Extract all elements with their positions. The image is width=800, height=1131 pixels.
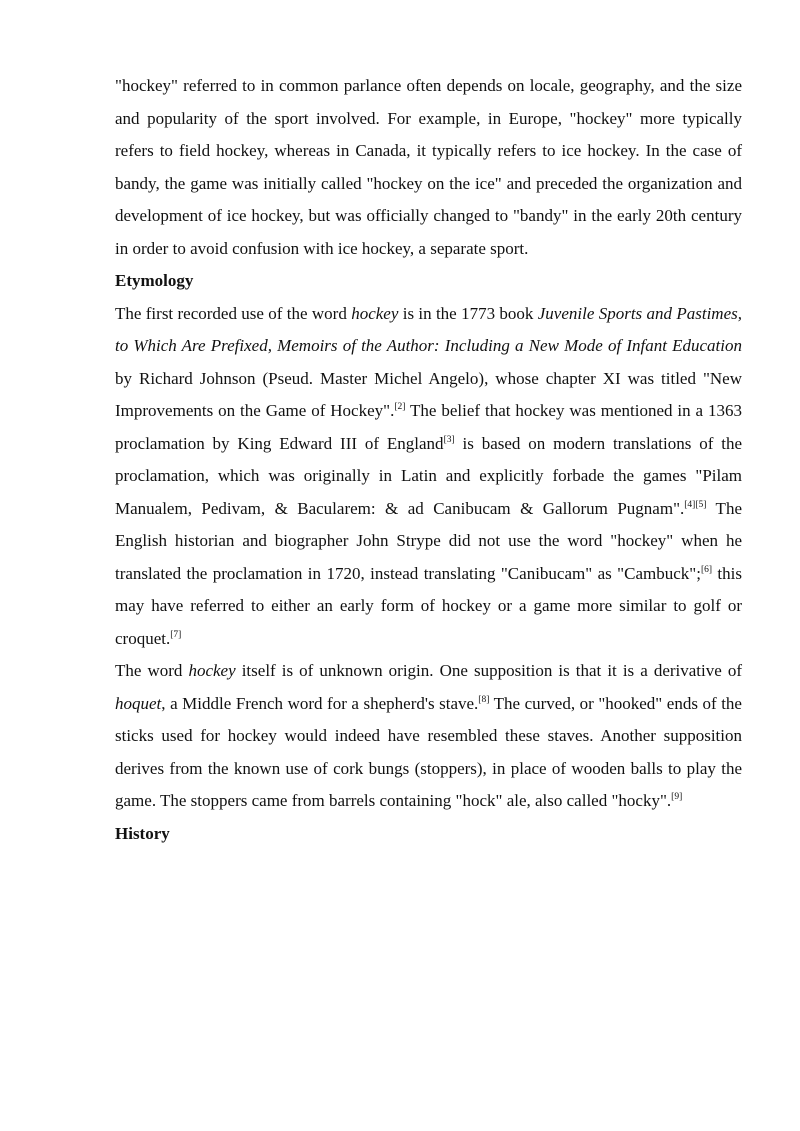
reference-link-7[interactable]: [7] [170, 629, 182, 640]
reference-link-8[interactable]: [8] [478, 694, 490, 705]
reference-link-2[interactable]: [2] [394, 402, 406, 412]
reference-link-5[interactable]: [5] [695, 499, 707, 510]
italic-term: hoquet [115, 693, 162, 713]
text-run: is based on modern translations of the proclamation, which was originally in Latin and explicitly forbade the games "Pilam Manualem, Pedivam, & Bacularem: & ad Canibucam & Gallorum Pugnam". [115, 433, 742, 518]
italic-term: hockey [188, 661, 236, 680]
reference-link-9[interactable]: [9] [671, 792, 683, 802]
text-run: this may have referred to either an early form of hockey or a game more similar to golf or croquet. [115, 563, 742, 648]
intro-text: "hockey" referred to in common parlance often depends on locale, geography, and the size and popularity of the sport involved. For example, in Europe, "hockey" more typically refers to field hockey, whereas in Canada, it typically refers to ice hockey. In the case of bandy, the game was initially called "hockey on the ice" and preceded the organization and development of ice hockey, but was officially changed to "bandy" in the early 20th century in order to avoid confusion with ice hockey, a separate sport. [115, 76, 742, 258]
intro-paragraph [115, 70, 742, 265]
section-heading-etymology: Etymology [115, 271, 194, 290]
text-run: The English historian and biographer John Strype did not use the word "hockey" when he translated the proclamation in 1720, instead translating "Canibucam" as "Cambuck"; [115, 498, 742, 583]
reference-link-4[interactable]: [4] [684, 499, 696, 510]
reference-link-3[interactable]: [3] [443, 434, 455, 445]
text-run: The belief that hockey was mentioned in a 1363 proclamation by King Edward III of England [115, 401, 742, 453]
book-title: Juvenile Sports and Pastimes, to Which Are Prefixed, Memoirs of the Author: Including a New Mode of Infant Education [115, 303, 742, 355]
reference-link-6[interactable]: [6] [700, 564, 713, 575]
etymology-paragraph-2 [115, 655, 742, 818]
text-run: The curved, or "hooked" ends of the sticks used for hockey would indeed have resembled these staves. Another supposition derives from the known use of cork bungs (stoppers), in place of wooden balls to play the game. The stoppers came from barrels containing "hock" ale, also called "hocky". [115, 693, 742, 810]
text-run: The first recorded use of the word [115, 303, 352, 323]
text-run: The word [115, 661, 189, 680]
etymology-paragraph-1 [115, 298, 742, 656]
text-run: is in the 1773 book [398, 303, 538, 323]
italic-term: hockey [351, 303, 399, 323]
text-run: by Richard Johnson (Pseud. Master Michel Angelo), whose chapter XI was titled "New Improvements on the Game of Hockey". [115, 368, 742, 420]
text-run: itself is of unknown origin. One supposition is that it is a derivative of [235, 661, 742, 680]
section-heading-history: History [115, 823, 170, 843]
text-run: , a Middle French word for a shepherd's stave. [161, 693, 479, 713]
